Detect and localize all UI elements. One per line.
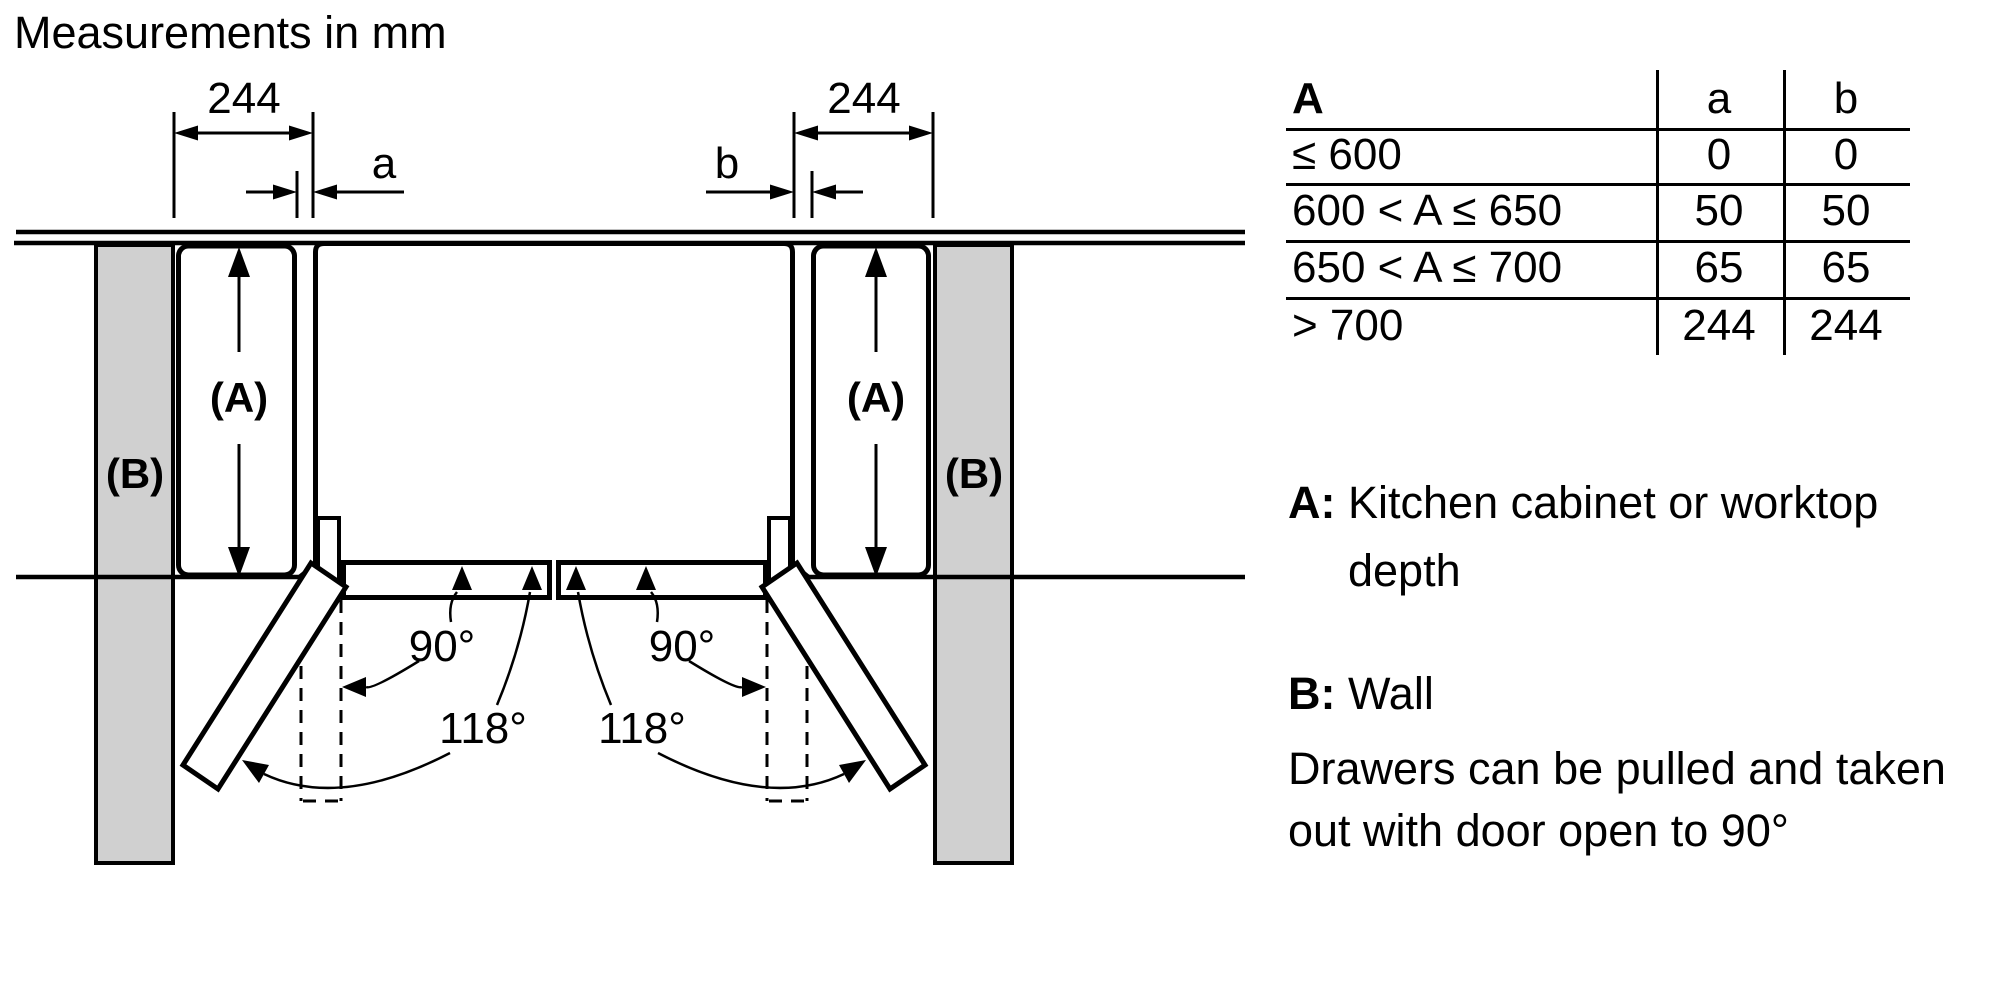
table-header-a: a [1706, 73, 1732, 123]
left-244-dimension [174, 112, 404, 218]
table-row-rule-3 [1286, 297, 1910, 300]
right-door-118-open [762, 563, 925, 789]
table-cell-a: 50 [1694, 185, 1744, 235]
dim-244-right-label: 244 [827, 73, 901, 123]
table-cell-b: 50 [1821, 185, 1871, 235]
dim-a-label: a [371, 138, 397, 188]
left-door-118-open [183, 563, 346, 789]
angle-118-left-label: 118° [439, 703, 527, 753]
left-door-closed [344, 563, 550, 598]
legend-note-line2: out with door open to 90° [1288, 805, 1789, 856]
table-cell-range: 600 < A ≤ 650 [1292, 185, 1563, 235]
cabinet-depth-label-right: (A) [846, 373, 906, 421]
legend-a-line2: depth [1348, 545, 1461, 596]
dim-244-left-label: 244 [207, 73, 281, 123]
wall-label-left: (B) [105, 449, 165, 497]
right-244-dimension [706, 112, 933, 218]
dim-b-label: b [714, 138, 740, 188]
legend-b-key: B: [1288, 668, 1336, 719]
table-col-rule-b [1783, 70, 1786, 355]
angle-90-right-label: 90° [648, 621, 716, 671]
table-header-A: A [1292, 73, 1324, 123]
legend-note-line1: Drawers can be pulled and taken [1288, 743, 1946, 794]
angle-118-right-label: 118° [598, 703, 686, 753]
table-cell-b: 244 [1809, 300, 1883, 350]
fridge-body [316, 244, 793, 566]
table-cell-range: > 700 [1292, 300, 1404, 350]
legend-a-text: Kitchen cabinet or worktop [1348, 477, 1879, 528]
left-wall-column [96, 245, 173, 863]
legend-a-line1 [1288, 477, 1878, 529]
table-col-rule-a [1656, 70, 1659, 355]
table-cell-b: 65 [1821, 242, 1871, 292]
legend-a-key: A: [1288, 477, 1336, 528]
wall-label-right: (B) [944, 449, 1004, 497]
table-header-b: b [1833, 73, 1859, 123]
cabinet-depth-label-left: (A) [209, 373, 269, 421]
right-wall-column [935, 245, 1012, 863]
legend-b-text: Wall [1348, 668, 1434, 719]
page-title: Measurements in mm [14, 7, 447, 58]
table-cell-a: 65 [1694, 242, 1744, 292]
angle-90-left-label: 90° [408, 621, 476, 671]
table-cell-a: 244 [1682, 300, 1756, 350]
table-cell-range: ≤ 600 [1292, 129, 1402, 179]
legend-b-line [1288, 668, 1434, 720]
right-door-closed [559, 563, 766, 598]
table-cell-range: 650 < A ≤ 700 [1292, 242, 1563, 292]
table-cell-a: 0 [1706, 129, 1732, 179]
table-cell-b: 0 [1833, 129, 1859, 179]
